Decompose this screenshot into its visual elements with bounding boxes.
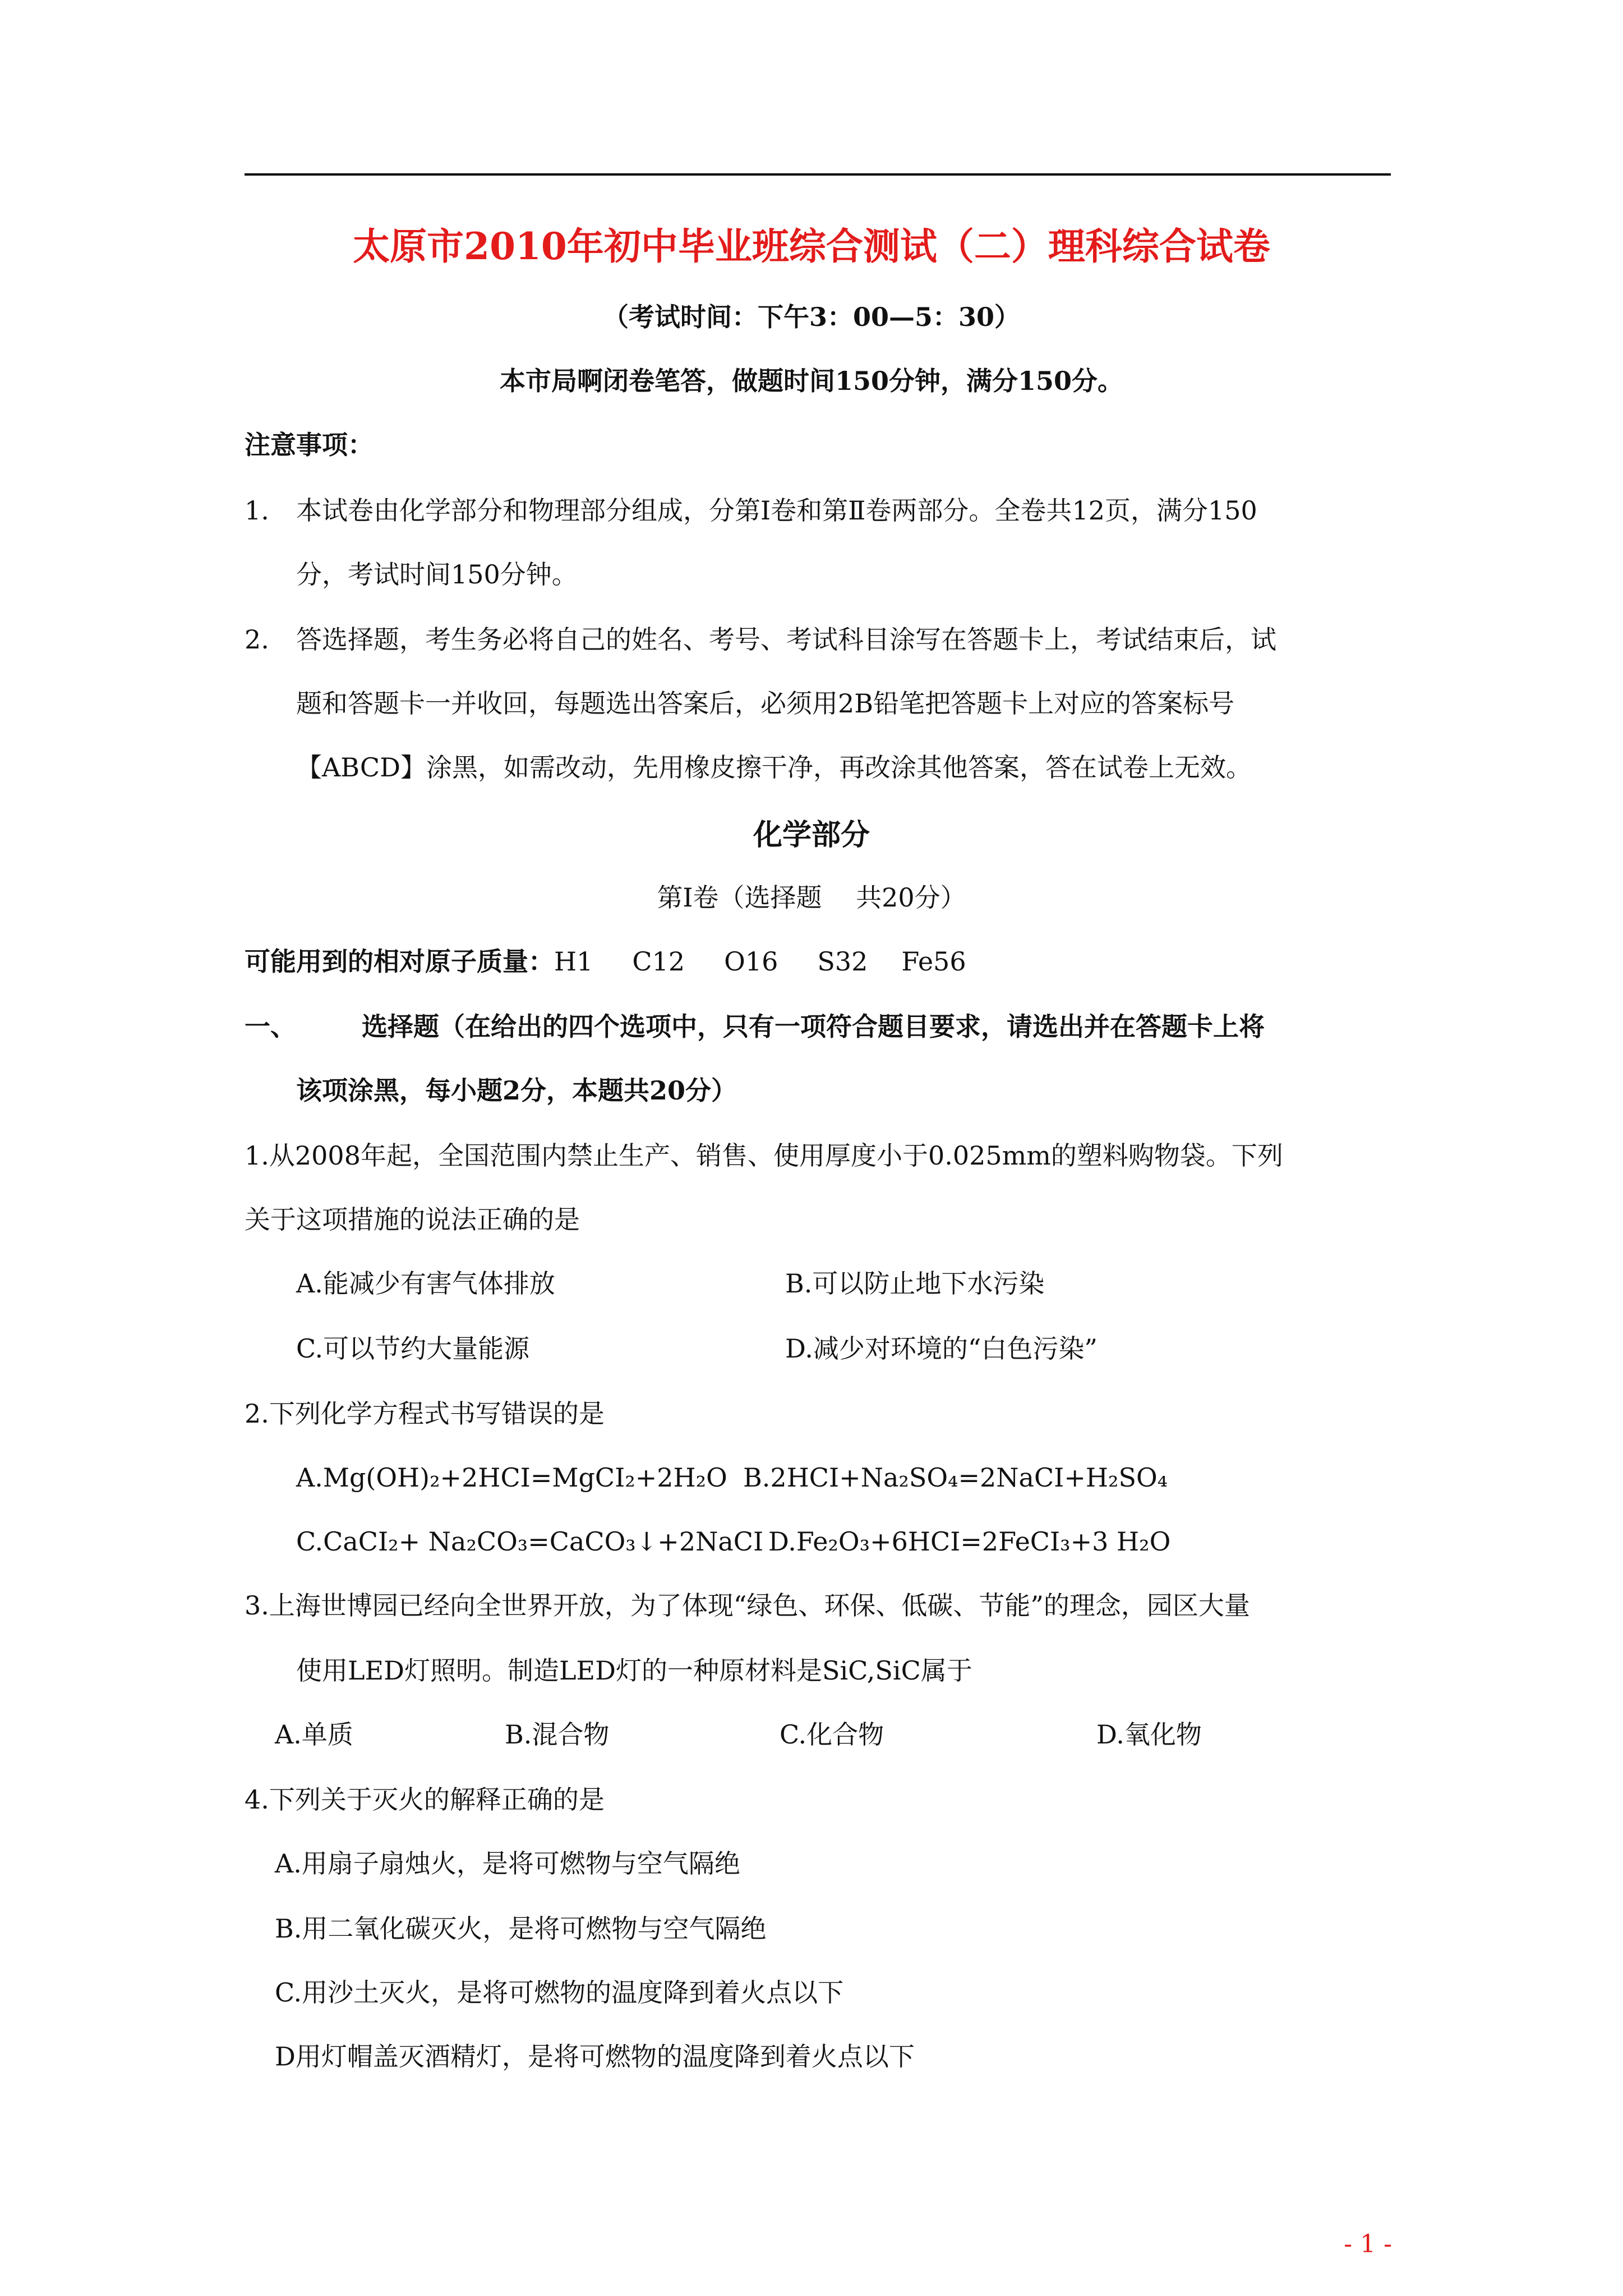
note-1-line-2: 分，考试时间150分钟。 xyxy=(296,559,578,590)
q1-option-a: A.能减少有害气体排放 xyxy=(296,1268,555,1299)
part-one-line-1: 选择题（在给出的四个选项中，只有一项符合题目要求，请选出并在答题卡上将 xyxy=(362,1011,1265,1042)
q1-option-b: B.可以防止地下水污染 xyxy=(785,1268,1045,1299)
q1-option-d: D.减少对环境的“白色污染” xyxy=(785,1333,1098,1364)
q3-line-2: 使用LED灯照明。制造LED灯的一种原材料是SiC,SiC属于 xyxy=(296,1655,972,1686)
q4-option-c: C.用沙土灭火，是将可燃物的温度降到着火点以下 xyxy=(275,1977,844,2008)
note-2-number: 2. xyxy=(245,624,269,655)
q4-option-a: A.用扇子扇烛火，是将可燃物与空气隔绝 xyxy=(275,1848,740,1879)
note-1-line-1: 本试卷由化学部分和物理部分组成，分第Ⅰ卷和第Ⅱ卷两部分。全卷共12页，满分150 xyxy=(296,495,1257,526)
q2-option-a: A.Mg(OH)₂+2HCI=MgCI₂+2H₂O xyxy=(296,1462,727,1493)
note-2-line-2: 题和答题卡一并收回，每题选出答案后，必须用2B铅笔把答题卡上对应的答案标号 xyxy=(296,688,1235,719)
q2-option-d: D.Fe₂O₃+6HCI=2FeCI₃+3 H₂O xyxy=(768,1526,1171,1557)
q4-option-b: B.用二氧化碳灭火，是将可燃物与空气隔绝 xyxy=(275,1913,767,1944)
part-one-line-2: 该项涂黑，每小题2分，本题共20分） xyxy=(296,1075,737,1106)
q3-line-1: 3.上海世博园已经向全世界开放，为了体现“绿色、环保、低碳、节能”的理念，园区大量 xyxy=(245,1590,1250,1621)
atomic-mass-o: O16 xyxy=(724,946,778,977)
section-title: 化学部分 xyxy=(753,818,870,852)
q1-option-c: C.可以节约大量能源 xyxy=(296,1333,530,1364)
exam-info: 本市局啊闭卷笔答，做题时间150分钟，满分150分。 xyxy=(499,366,1124,396)
q2-option-c: C.CaCI₂+ Na₂CO₃=CaCO₃↓+2NaCI xyxy=(296,1526,764,1557)
exam-time: （考试时间：下午3：00—5：30） xyxy=(602,302,1021,332)
q4-option-d: D用灯帽盖灭酒精灯，是将可燃物的温度降到着火点以下 xyxy=(275,2041,915,2072)
q2-option-b: B.2HCI+Na₂SO₄=2NaCI+H₂SO₄ xyxy=(743,1462,1168,1493)
atomic-mass-s: S32 xyxy=(817,946,868,977)
page-title: 太原市2010年初中毕业班综合测试（二）理科综合试卷 xyxy=(353,224,1270,268)
q1-line-2: 关于这项措施的说法正确的是 xyxy=(245,1204,580,1235)
q4-stem: 4.下列关于灭火的解释正确的是 xyxy=(245,1784,605,1815)
volume-title: 第Ⅰ卷（选择题 共20分） xyxy=(657,882,966,913)
part-one-number: 一、 xyxy=(245,1011,296,1042)
atomic-mass-c: C12 xyxy=(632,946,685,977)
atomic-mass-h: H1 xyxy=(554,946,593,977)
q2-stem: 2.下列化学方程式书写错误的是 xyxy=(245,1398,605,1429)
q3-option-a: A.单质 xyxy=(275,1719,353,1750)
note-2-line-1: 答选择题，考生务必将自己的姓名、考号、考试科目涂写在答题卡上，考试结束后，试 xyxy=(296,624,1276,655)
atomic-masses-line xyxy=(245,945,966,978)
page-number: - 1 - xyxy=(1344,2230,1392,2258)
note-1-number: 1. xyxy=(245,495,269,526)
note-2-line-3: 【ABCD】涂黑，如需改动，先用橡皮擦干净，再改涂其他答案，答在试卷上无效。 xyxy=(296,752,1252,783)
q3-option-b: B.混合物 xyxy=(505,1719,610,1750)
q1-line-1: 1.从2008年起，全国范围内禁止生产、销售、使用厚度小于0.025mm的塑料购物袋。下列 xyxy=(245,1140,1283,1171)
atomic-masses-label: 可能用到的相对原子质量： xyxy=(245,946,554,977)
atomic-mass-fe: Fe56 xyxy=(901,946,966,977)
q3-option-d: D.氧化物 xyxy=(1096,1719,1202,1750)
notes-heading: 注意事项： xyxy=(245,430,374,460)
q3-option-c: C.化合物 xyxy=(780,1719,884,1750)
header-rule xyxy=(245,173,1391,176)
